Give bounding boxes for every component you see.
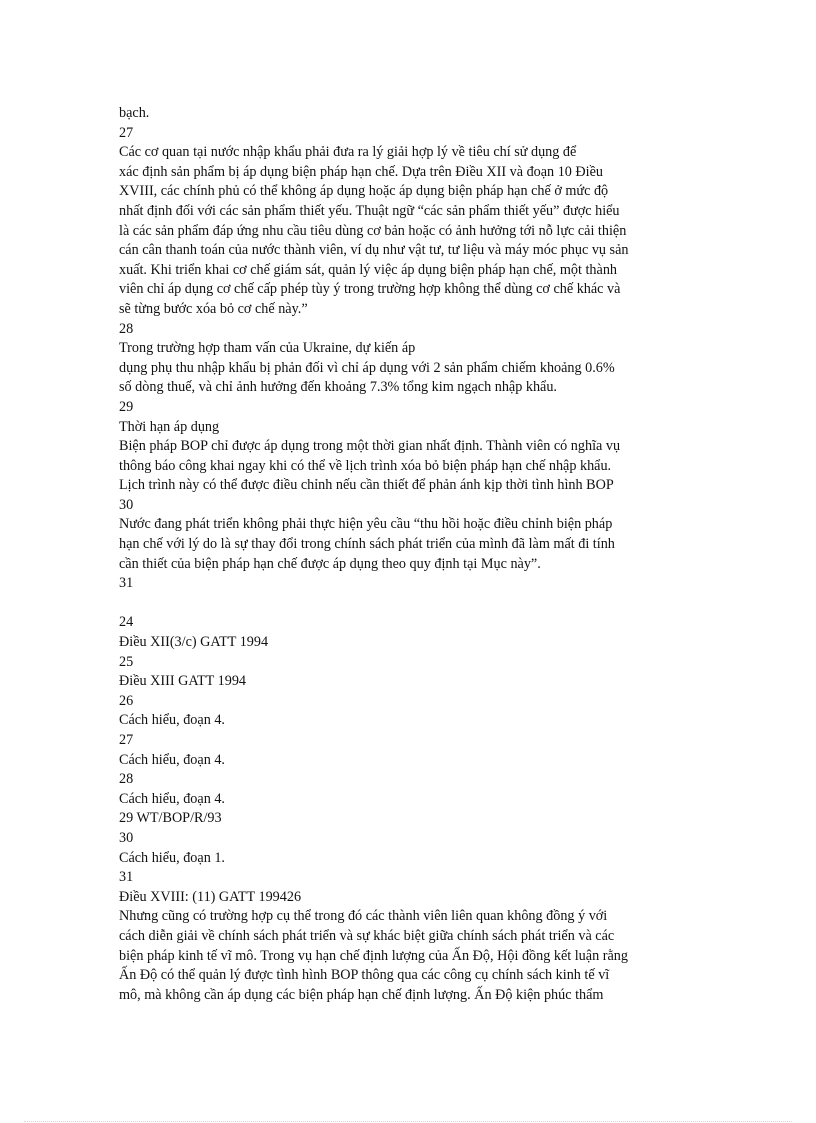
page-bottom-divider	[24, 1121, 792, 1122]
text-line: cán cân thanh toán của nước thành viên, ví dụ như vật tư, tư liệu và máy móc phục vụ sản	[119, 242, 629, 259]
footnote-text: Cách hiểu, đoạn 4.	[119, 751, 225, 768]
text-line: XVIII, các chính phủ có thể không áp dụng hoặc áp dụng biện pháp hạn chế ở mức độ	[119, 183, 609, 200]
footnote-marker: 30	[119, 496, 134, 513]
blank-line	[119, 594, 709, 614]
footnote-text: 29 WT/BOP/R/93	[119, 810, 222, 827]
text-line: dụng phụ thu nhập khẩu bị phản đối vì chỉ áp dụng với 2 sản phẩm chiếm khoảng 0.6%	[119, 359, 615, 376]
footnote-marker: 31	[119, 575, 134, 592]
text-line: bạch.	[119, 105, 150, 121]
footnote-number: 31	[119, 869, 134, 886]
text-line: Lịch trình này có thể được điều chỉnh nếu cần thiết để phản ánh kịp thời tình hình BOP	[119, 477, 614, 494]
text-line: thông báo công khai ngay khi có thể về lịch trình xóa bỏ biện pháp hạn chế nhập khẩu.	[119, 457, 612, 474]
footnote-text: Điều XVIII: (11) GATT 199426	[119, 888, 302, 905]
footnote-text: Cách hiểu, đoạn 4.	[119, 712, 225, 729]
text-line: Trong trường hợp tham vấn của Ukraine, dự kiến áp	[119, 340, 416, 357]
text-line: sẽ từng bước xóa bỏ cơ chế này.”	[119, 300, 308, 317]
text-line: biện pháp kinh tế vĩ mô. Trong vụ hạn chế định lượng của Ấn Độ, Hội đồng kết luận rằng	[119, 947, 628, 964]
footnote-text: Điều XII(3/c) GATT 1994	[119, 634, 269, 651]
footnote-marker: 27	[119, 124, 134, 141]
footnote-number: 28	[119, 771, 134, 788]
text-line: nhất định đối với các sản phẩm thiết yếu. Thuật ngữ “các sản phẩm thiết yếu” được hiểu	[119, 202, 620, 219]
footnote-marker: 28	[119, 320, 134, 337]
footnote-number: 27	[119, 732, 134, 748]
text-line: xác định sản phẩm bị áp dụng biện pháp hạn chế. Dựa trên Điều XII và đoạn 10 Điều	[119, 163, 604, 180]
text-line: Các cơ quan tại nước nhập khẩu phải đưa ra lý giải hợp lý về tiêu chí sử dụng để	[119, 144, 577, 161]
text-line: số dòng thuế, và chỉ ảnh hưởng đến khoảng 7.3% tổng kim ngạch nhập khẩu.	[119, 379, 557, 396]
text-line: Biện pháp BOP chỉ được áp dụng trong một thời gian nhất định. Thành viên có nghĩa vụ	[119, 438, 621, 455]
section-heading: Thời hạn áp dụng	[119, 418, 220, 435]
footnote-number: 30	[119, 829, 134, 846]
text-line: Nước đang phát triển không phải thực hiện yêu cầu “thu hồi hoặc điều chỉnh biện pháp	[119, 516, 613, 533]
footnote-number: 25	[119, 653, 134, 670]
text-line: là các sản phẩm đáp ứng nhu cầu tiêu dùng cơ bản hoặc có ảnh hưởng tới nỗ lực cải thiện	[119, 222, 627, 239]
text-line: mô, mà không cần áp dụng các biện pháp hạn chế định lượng. Ấn Độ kiện phúc thẩm	[119, 986, 604, 1003]
document-body	[119, 104, 709, 1005]
text-line: Nhưng cũng có trường hợp cụ thể trong đó các thành viên liên quan không đồng ý với	[119, 908, 608, 925]
text-line: hạn chế với lý do là sự thay đổi trong chính sách phát triển của mình đã làm mất đi tính	[119, 536, 615, 553]
text-line: cần thiết của biện pháp hạn chế được áp dụng theo quy định tại Mục này”.	[119, 555, 541, 572]
footnote-text: Điều XIII GATT 1994	[119, 673, 247, 690]
text-line: Ấn Độ có thể quản lý được tình hình BOP thông qua các công cụ chính sách kinh tế vĩ	[119, 967, 610, 984]
footnote-number: 24	[119, 614, 134, 631]
footnote-number: 26	[119, 692, 134, 709]
text-line: xuất. Khi triển khai cơ chế giám sát, quản lý việc áp dụng biện pháp hạn chế, một thành	[119, 261, 618, 278]
text-line: cách diễn giải về chính sách phát triển và sự khác biệt giữa chính sách phát triển và các	[119, 927, 615, 944]
text-line: viên chỉ áp dụng cơ chế cấp phép tùy ý trong trường hợp không thể dùng cơ chế khác và	[119, 281, 621, 298]
footnote-marker: 29	[119, 398, 134, 415]
footnote-text: Cách hiểu, đoạn 1.	[119, 849, 225, 866]
footnote-text: Cách hiểu, đoạn 4.	[119, 790, 225, 807]
